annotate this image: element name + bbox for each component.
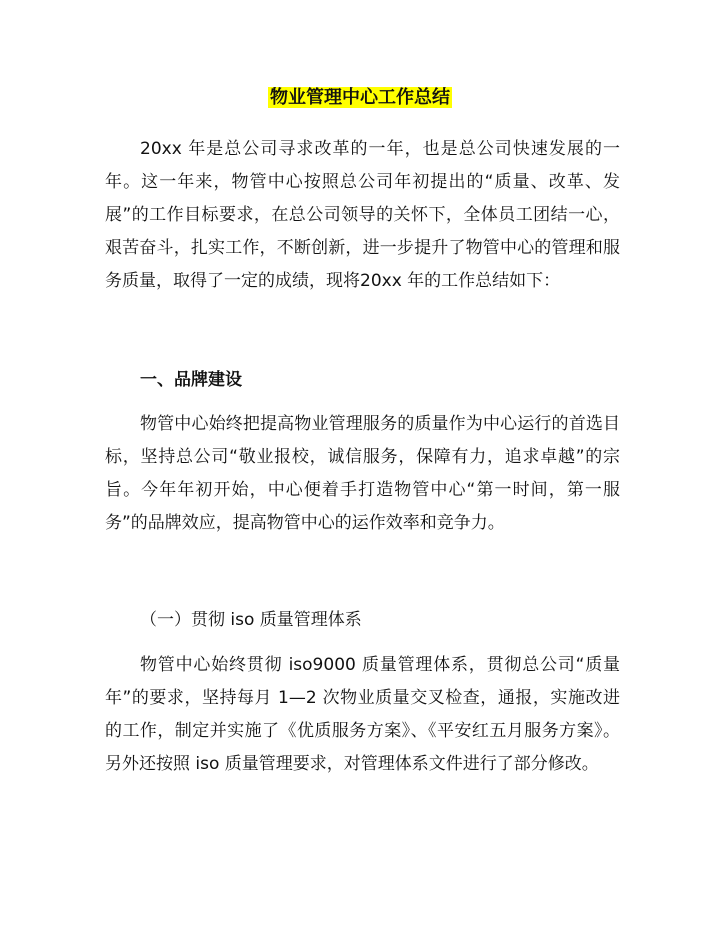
subsection-heading-iso: （一）贯彻 iso 质量管理体系 [140,610,362,630]
document-title: 物业管理中心工作总结 [270,87,450,108]
intro-paragraph: 20xx 年是总公司寻求改革的一年，也是总公司快速发展的一年。这一年来，物管中心按照总公司年初提出的“质量、改革、发展”的工作目标要求，在总公司领导的关怀下，全体员工团结一心，艰苦奋斗，扎实工作，不断创新，进一步提升了物管中心的管理和服务质量，取得了一定的成绩，现将20xx 年的工作总结如下： [105,139,620,291]
section-heading-brand: 一、品牌建设 [140,370,242,390]
subsection-iso-paragraph: 物管中心始终贯彻 iso9000 质量管理体系，贯彻总公司“质量年”的要求，坚持每月 1—2 次物业质量交叉检查，通报，实施改进的工作，制定并实施了《优质服务方案》、《平安红五月服务方案》。另外还按照 iso 质量管理要求，对管理体系文件进行了部分修改。 [105,655,620,774]
section-brand-paragraph: 物管中心始终把提高物业管理服务的质量作为中心运行的首选目标，坚持总公司“敬业报校，诚信服务，保障有力，追求卓越”的宗旨。今年年初开始，中心便着手打造物管中心“第一时间，第一服务”的品牌效应，提高物管中心的运作效率和竞争力。 [105,414,620,533]
document-title-wrapper [0,86,720,110]
